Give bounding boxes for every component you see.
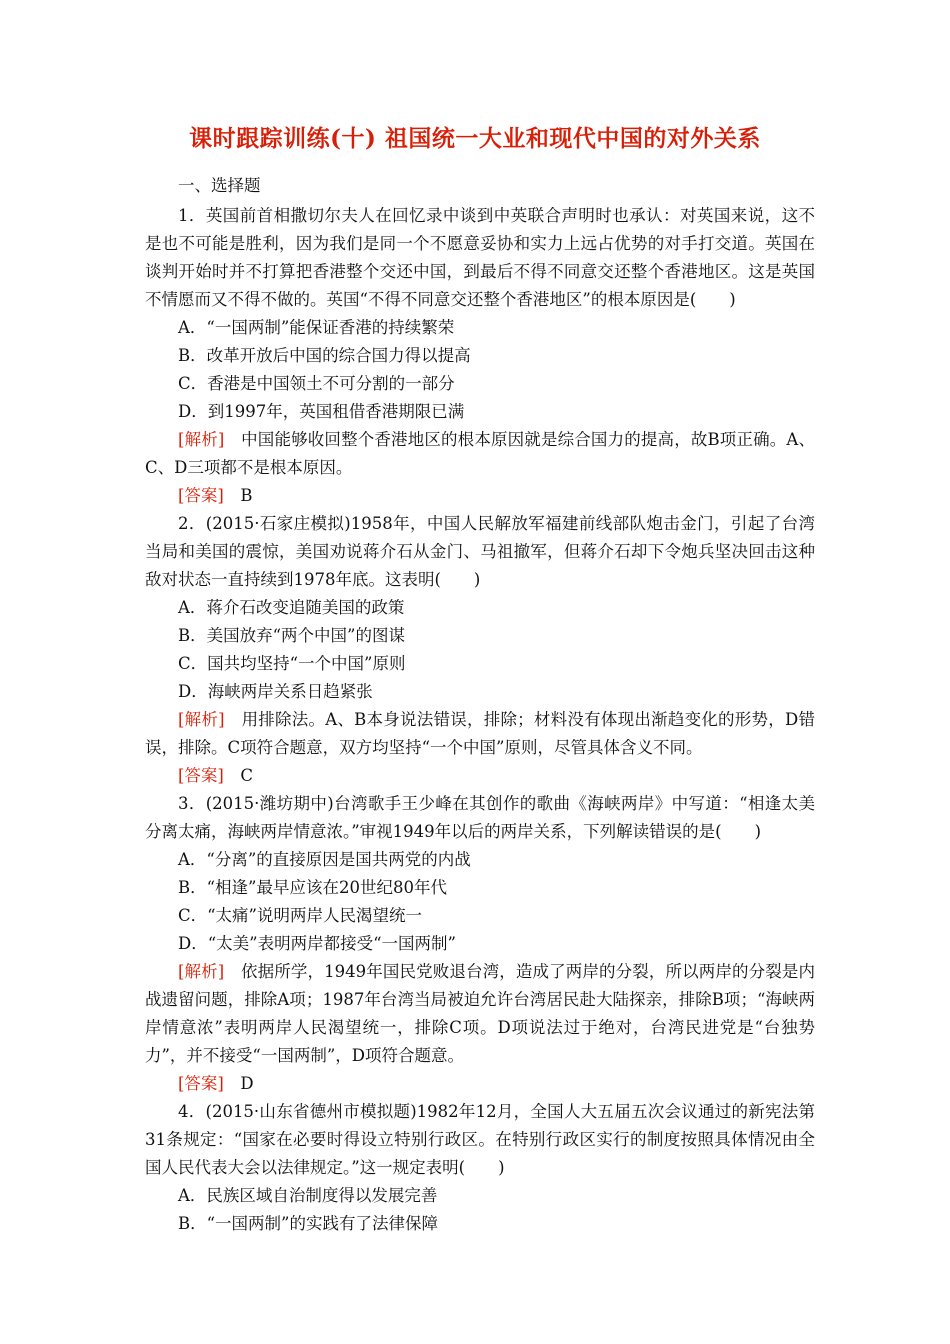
option-b: B．“相逢”最早应该在20世纪80年代 xyxy=(178,878,447,897)
answer-text: B xyxy=(223,486,253,505)
question-stem: 3．(2015·潍坊期中)台湾歌手王少峰在其创作的歌曲《海峡两岸》中写道：“相逢太美分离太痛，海峡两岸情意浓。”审视1949年以后的两岸关系，下列解读错误的是( ) xyxy=(145,794,815,841)
page-title: 课时跟踪训练(十) 祖国统一大业和现代中国的对外关系 xyxy=(189,125,761,152)
option-c: C．香港是中国领土不可分割的一部分 xyxy=(178,374,455,393)
answer-text: C xyxy=(223,766,253,785)
option-b: B．美国放弃“两个中国”的图谋 xyxy=(178,626,405,645)
option-d: D．海峡两岸关系日趋紧张 xyxy=(178,682,373,701)
option-b: B．改革开放后中国的综合国力得以提高 xyxy=(178,346,471,365)
answer-text: D xyxy=(223,1074,254,1093)
question-stem: 4．(2015·山东省德州市模拟题)1982年12月，全国人大五届五次会议通过的新宪法第31条规定：“国家在必要时得设立特别行政区。在特别行政区实行的制度按照具体情况由全国人民代表大会以法律规定。”这一规定表明( ) xyxy=(145,1102,815,1177)
answer xyxy=(145,762,815,790)
analysis-text: 依据所学，1949年国民党败退台湾，造成了两岸的分裂，所以两岸的分裂是内战遗留问题，排除A项；1987年台湾当局被迫允许台湾居民赴大陆探亲，排除B项；“海峡两岸情意浓”表明两岸人民渴望统一，排除C项。D项说法过于绝对，台湾民进党是“台独势力”，并不接受“一国两制”，D项符合题意。 xyxy=(145,962,815,1065)
analysis-tag: [解析] xyxy=(178,430,225,449)
answer xyxy=(145,482,815,510)
answer-tag: [答案] xyxy=(178,486,224,505)
answer-tag: [答案] xyxy=(178,766,224,785)
option-d: D．到1997年，英国租借香港期限已满 xyxy=(178,402,465,421)
analysis xyxy=(145,426,815,482)
option-b: B．“一国两制”的实践有了法律保障 xyxy=(178,1214,438,1233)
analysis xyxy=(145,958,815,1070)
option-a: A．蒋介石改变追随美国的政策 xyxy=(178,598,405,617)
analysis xyxy=(145,706,815,762)
section-heading: 一、选择题 xyxy=(178,176,261,195)
question-3 xyxy=(145,790,815,1098)
question-stem: 1．英国前首相撒切尔夫人在回忆录中谈到中英联合声明时也承认：对英国来说，这不是也不可能是胜利，因为我们是同一个不愿意妥协和实力上远占优势的对手打交道。英国在谈判开始时并不打算把香港整个交还中国，到最后不得不同意交还整个香港地区。这是英国不情愿而又不得不做的。英国“不得不同意交还整个香港地区”的根本原因是( ) xyxy=(145,206,815,309)
analysis-tag: [解析] xyxy=(178,710,225,729)
document-body xyxy=(145,172,815,1238)
option-a: A．民族区域自治制度得以发展完善 xyxy=(178,1186,438,1205)
option-c: C．国共均坚持“一个中国”原则 xyxy=(178,654,406,673)
option-a: A．“一国两制”能保证香港的持续繁荣 xyxy=(178,318,455,337)
analysis-tag: [解析] xyxy=(178,962,225,981)
option-d: D．“太美”表明两岸都接受“一国两制” xyxy=(178,934,456,953)
answer-tag: [答案] xyxy=(178,1074,224,1093)
answer xyxy=(145,1070,815,1098)
option-c: C．“太痛”说明两岸人民渴望统一 xyxy=(178,906,422,925)
question-stem: 2．(2015·石家庄模拟)1958年，中国人民解放军福建前线部队炮击金门，引起了台湾当局和美国的震惊，美国劝说蒋介石从金门、马祖撤军，但蒋介石却下令炮兵坚决回击这种敌对状态一直持续到1978年底。这表明( ) xyxy=(145,514,815,589)
option-a: A．“分离”的直接原因是国共两党的内战 xyxy=(178,850,471,869)
question-4 xyxy=(145,1098,815,1238)
analysis-text: 用排除法。A、B本身说法错误，排除；材料没有体现出渐趋变化的形势，D错误，排除。C项符合题意，双方均坚持“一个中国”原则，尽管具体含义不同。 xyxy=(145,710,815,757)
question-2 xyxy=(145,510,815,790)
question-1 xyxy=(145,202,815,510)
analysis-text: 中国能够收回整个香港地区的根本原因就是综合国力的提高，故B项正确。A、C、D三项都不是根本原因。 xyxy=(145,430,815,477)
